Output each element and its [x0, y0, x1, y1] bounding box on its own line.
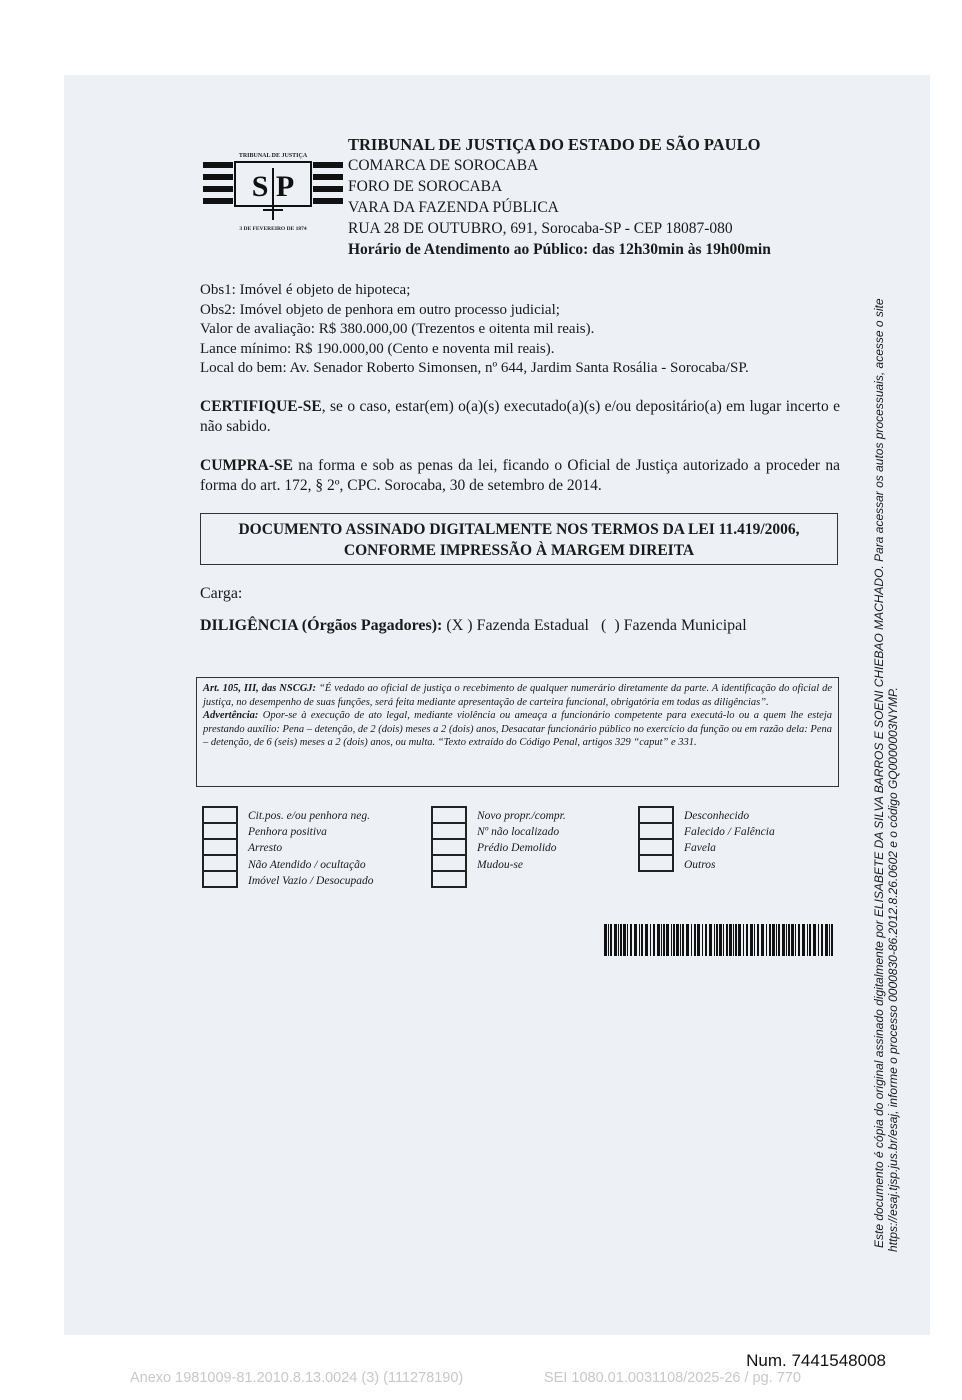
opening-hours: Horário de Atendimento ao Público: das 12h30min às 19h00min [348, 241, 771, 258]
checkbox-stack-2[interactable] [431, 806, 467, 888]
foro: FORO DE SOROCABA [348, 178, 503, 195]
vara: VARA DA FAZENDA PÚBLICA [348, 199, 559, 216]
logo-top-text: TRIBUNAL DE JUSTIÇA [238, 153, 308, 159]
digital-signature-stamp-line-1: Este documento é cópia do original assinado digitalmente por ELISABETE DA SILVA BARROS E SOENI CHIEBAO MACHADO. Para acessar os autos processuais, acesse o site [872, 298, 886, 1248]
checklist-item: Novo propr./compr. [477, 810, 566, 822]
certifique-text: , se o caso, estar(em) o(a)(s) executado(a)(s) e/ou depositário(a) em lugar incerto e não sabido. [200, 398, 840, 435]
court-logo [203, 148, 343, 232]
cumpra-paragraph [200, 456, 840, 496]
checkbox-stack-1[interactable] [202, 806, 238, 888]
obs-line-1: Obs1: Imóvel é objeto de hipoteca; [200, 282, 411, 298]
logo-letters: S P [251, 170, 295, 203]
checklist-item: Nº não localizado [477, 826, 560, 838]
diligencia-line [200, 616, 747, 636]
checklist-item: Penhora positiva [248, 826, 327, 838]
certifique-lead: CERTIFIQUE-SE [200, 398, 322, 415]
cumpra-lead: CUMPRA-SE [200, 457, 293, 474]
warning-lead: Advertência: [203, 710, 259, 722]
barcode [604, 924, 836, 956]
article-lead: Art. 105, III, das NSCGJ: [203, 683, 317, 694]
diligencia-options: (X ) Fazenda Estadual ( ) Fazenda Municipal [446, 617, 747, 634]
checklist-item: Arresto [248, 842, 283, 854]
checklist-item: Prédio Demolido [477, 842, 557, 854]
logo-bottom-text: 3 DE FEVEREIRO DE 1874 [239, 226, 307, 232]
document-number: Num. 7441548008 [746, 1351, 886, 1370]
checklist-item: Falecido / Falência [684, 826, 775, 838]
checklist-item: Outros [684, 859, 716, 871]
signature-line-2: CONFORME IMPRESSÃO À MARGEM DIREITA [343, 542, 695, 559]
obs-line-4: Lance mínimo: R$ 190.000,00 (Cento e noventa mil reais). [200, 341, 555, 357]
checklist-item: Desconhecido [684, 810, 750, 822]
checklist-item: Favela [684, 842, 716, 854]
certifique-paragraph [200, 397, 840, 437]
checklist-item: Não Atendido / ocultação [248, 859, 366, 871]
digital-signature-stamp-line-2: https://esaj.tjsp.jus.br/esaj, informe o processo 0000830-86.2012.8.26.0602 e o código GQ0000003NYMP. [886, 687, 900, 1252]
obs-line-5: Local do bem: Av. Senador Roberto Simonsen, nº 644, Jardim Santa Rosália - Sorocaba/SP. [200, 360, 749, 376]
article-notice-box [196, 677, 839, 787]
cumpra-text: na forma e sob as penas da lei, ficando o Oficial de Justiça autorizado a proceder na forma do art. 172, § 2º, CPC. Sorocaba, 30 de setembro de 2014. [200, 457, 840, 494]
address: RUA 28 DE OUTUBRO, 691, Sorocaba-SP - CEP 18087-080 [348, 220, 733, 237]
checklist-item: Cit.pos. e/ou penhora neg. [248, 810, 371, 822]
warning-text: Opor-se à execução de ato legal, mediante violência ou ameaça a funcionário competente para executá-lo ou a quem lhe esteja prestando auxílio: Pena – detenção, de 2 (dois) meses a 2 (dois) anos, Desacatar funcionário público no exercício da função ou em razão dela: Pena – detenção, de 6 (seis) meses a 2 (dois) anos, ou multa. “Texto extraído do Código Penal, artigos 329 “caput” e 331. [203, 710, 832, 749]
checklist-item: Mudou-se [477, 859, 523, 871]
annex-reference: Anexo 1981009-81.2010.8.13.0024 (3) (111278190) [130, 1370, 464, 1386]
digital-signature-box [200, 513, 838, 565]
diligencia-label: DILIGÊNCIA (Órgãos Pagadores): [200, 617, 443, 634]
obs-line-2: Obs2: Imóvel objeto de penhora em outro processo judicial; [200, 302, 560, 318]
signature-line-1: DOCUMENTO ASSINADO DIGITALMENTE NOS TERMOS DA LEI 11.419/2006, [238, 521, 800, 538]
court-name: TRIBUNAL DE JUSTIÇA DO ESTADO DE SÃO PAULO [348, 135, 761, 154]
sei-reference: SEI 1080.01.0031108/2025-26 / pg. 770 [544, 1370, 801, 1386]
checklist-item: Imóvel Vazio / Desocupado [248, 875, 374, 887]
article-text: “É vedado ao oficial de justiça o recebimento de qualquer numerário diretamente da parte. A identificação do oficial de justiça, no desempenho de suas funções, será feita mediante apresentação de carteira funcional, obrigatória em todas as diligências”. [203, 683, 832, 708]
comarca: COMARCA DE SOROCABA [348, 157, 539, 174]
obs-line-3: Valor de avaliação: R$ 380.000,00 (Trezentos e oitenta mil reais). [200, 321, 595, 337]
carga-label: Carga: [200, 585, 243, 602]
